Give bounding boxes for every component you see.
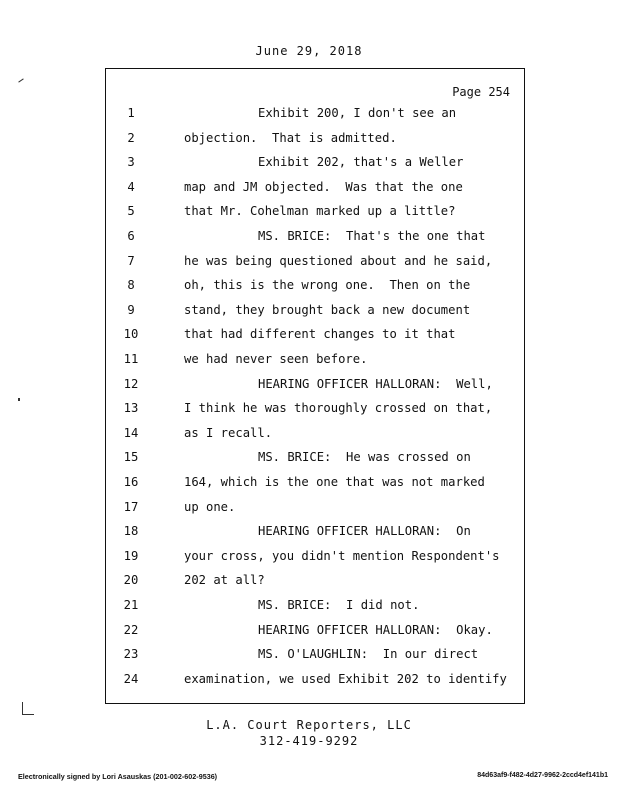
line-number: 21	[123, 598, 139, 612]
transcript-page-frame	[105, 68, 525, 704]
transcript-line	[106, 204, 526, 228]
transcript-date: June 29, 2018	[255, 44, 363, 58]
transcript-line	[106, 278, 526, 302]
document-id: 84d63af9-f482-4d27-9962-2ccd4ef141b1	[477, 772, 608, 779]
transcript-line	[106, 106, 526, 130]
court-reporter-phone: 312-419-9292	[259, 734, 359, 748]
line-text: 164, which is the one that was not marked	[184, 475, 485, 489]
transcript-line	[106, 500, 526, 524]
line-text: Exhibit 200, I don't see an	[258, 106, 457, 120]
line-text: examination, we used Exhibit 202 to identify	[184, 671, 507, 686]
line-number: 20	[123, 573, 139, 588]
line-text: stand, they brought back a new document	[184, 302, 471, 317]
line-number: 10	[123, 327, 139, 342]
line-number: 19	[123, 548, 139, 563]
line-text: as I recall.	[184, 425, 273, 440]
line-text: HEARING OFFICER HALLORAN: Okay.	[258, 622, 493, 637]
line-number: 15	[123, 450, 139, 465]
transcript-line	[106, 475, 526, 499]
transcript-line	[106, 524, 526, 548]
line-number: 14	[123, 425, 139, 440]
line-number: 24	[123, 671, 139, 686]
line-text: he was being questioned about and he said,	[184, 253, 493, 268]
page-number: Page 254	[452, 85, 510, 99]
line-number: 22	[123, 622, 139, 637]
line-number: 7	[127, 253, 135, 268]
line-text: your cross, you didn't mention Respondent's	[184, 548, 500, 563]
line-number: 16	[123, 475, 139, 489]
line-text: that had different changes to it that	[184, 327, 456, 342]
transcript-line	[106, 573, 526, 597]
line-text: we had never seen before.	[184, 352, 368, 366]
line-text: MS. BRICE: I did not.	[258, 598, 420, 612]
transcript-line	[106, 598, 526, 622]
transcript-line	[106, 377, 526, 401]
line-number: 18	[123, 524, 139, 539]
transcript-line	[106, 327, 526, 351]
transcript-line	[106, 623, 526, 647]
electronic-signature-note: Electronically signed by Lori Asauskas (201-002-602-9536)	[18, 772, 218, 781]
transcript-line	[106, 303, 526, 327]
transcript-line	[106, 254, 526, 278]
line-number: 23	[123, 647, 139, 662]
line-number: 2	[127, 130, 135, 145]
line-text: oh, this is the wrong one. Then on the	[184, 278, 471, 293]
transcript-line	[106, 155, 526, 179]
line-text: up one.	[184, 499, 236, 514]
transcript-line	[106, 131, 526, 155]
scan-mark	[22, 702, 23, 714]
line-text: HEARING OFFICER HALLORAN: On	[258, 524, 471, 539]
line-text: MS. BRICE: He was crossed on	[258, 450, 471, 465]
line-number: 13	[123, 401, 139, 416]
line-text: objection. That is admitted.	[184, 130, 397, 145]
line-text: that Mr. Cohelman marked up a little?	[184, 204, 456, 219]
court-reporter-name: L.A. Court Reporters, LLC	[206, 718, 412, 732]
transcript-line	[106, 549, 526, 573]
line-number: 9	[127, 302, 135, 317]
line-text: MS. BRICE: That's the one that	[258, 229, 486, 243]
line-number: 6	[127, 229, 135, 243]
scan-mark	[18, 78, 23, 82]
line-number: 17	[123, 499, 139, 514]
transcript-line	[106, 647, 526, 671]
line-text: MS. O'LAUGHLIN: In our direct	[258, 647, 479, 662]
transcript-line	[106, 672, 526, 696]
line-number: 11	[123, 352, 139, 366]
transcript-line	[106, 450, 526, 474]
transcript-line	[106, 401, 526, 425]
line-text: Exhibit 202, that's a Weller	[258, 155, 464, 170]
line-text: map and JM objected. Was that the one	[184, 179, 463, 194]
line-number: 8	[127, 278, 135, 293]
transcript-line	[106, 352, 526, 376]
line-number: 4	[127, 179, 135, 194]
line-number: 3	[127, 155, 135, 170]
line-number: 5	[127, 204, 135, 219]
line-number: 12	[123, 376, 139, 391]
line-text: 202 at all?	[184, 573, 265, 588]
line-number: 1	[127, 106, 135, 120]
scan-mark	[18, 398, 20, 401]
transcript-line	[106, 426, 526, 450]
scan-mark	[22, 714, 34, 715]
line-text: HEARING OFFICER HALLORAN: Well,	[258, 376, 493, 391]
transcript-line	[106, 229, 526, 253]
line-text: I think he was thoroughly crossed on that,	[184, 401, 493, 416]
transcript-line	[106, 180, 526, 204]
